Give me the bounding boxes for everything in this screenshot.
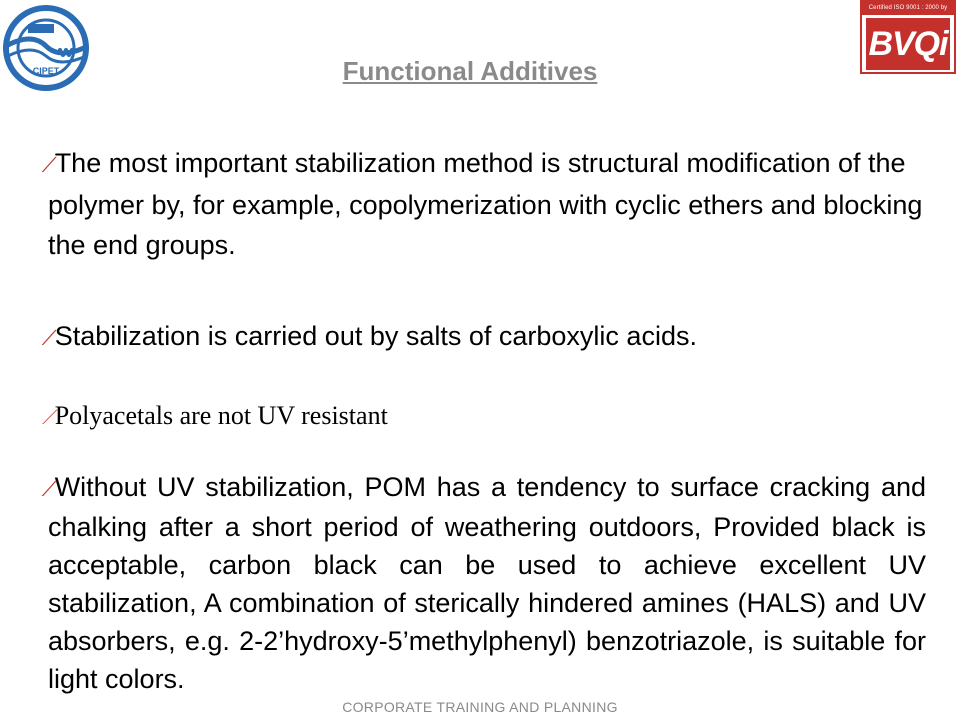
bullet-icon: ⁄ xyxy=(44,476,56,501)
bullet-icon: ⁄ xyxy=(44,325,56,350)
bvqi-mark: BVQi xyxy=(866,18,950,70)
bullet-paragraph-3 xyxy=(44,396,926,437)
bullet-icon: ⁄ xyxy=(44,404,56,429)
cipet-logo-text: CIPET xyxy=(32,66,60,76)
bullet-paragraph-1 xyxy=(44,143,926,265)
bullet-text-4: Without UV stabilization, POM has a tendency to surface cracking and chalking after a short period of weathering outdoors, Provided black is acceptable, carbon black can be used to achieve excellent UV stabilization, A combination of sterically hindered amines (HALS) and UV absorbers, e.g. 2-2’hydroxy-5’methylphenyl) benzotriazole, is suitable for light colors. xyxy=(48,472,926,694)
slide-title: Functional Additives xyxy=(342,56,598,86)
bullet-paragraph-2 xyxy=(44,316,926,358)
bullet-text-2: Stabilization is carried out by salts of carboxylic acids. xyxy=(54,321,697,351)
bullet-text-1: The most important stabilization method is structural modification of the polymer by, for example, copolymerization with cyclic ethers and blocking the end groups. xyxy=(48,148,923,260)
bullet-paragraph-4 xyxy=(44,468,926,698)
footer-text: CORPORATE TRAINING AND PLANNING xyxy=(342,699,618,715)
bullet-text-3: Polyacetals are not UV resistant xyxy=(54,401,388,430)
certification-text: Certified ISO 9001 : 2000 by xyxy=(862,2,954,15)
bullet-icon: ⁄ xyxy=(44,152,56,177)
